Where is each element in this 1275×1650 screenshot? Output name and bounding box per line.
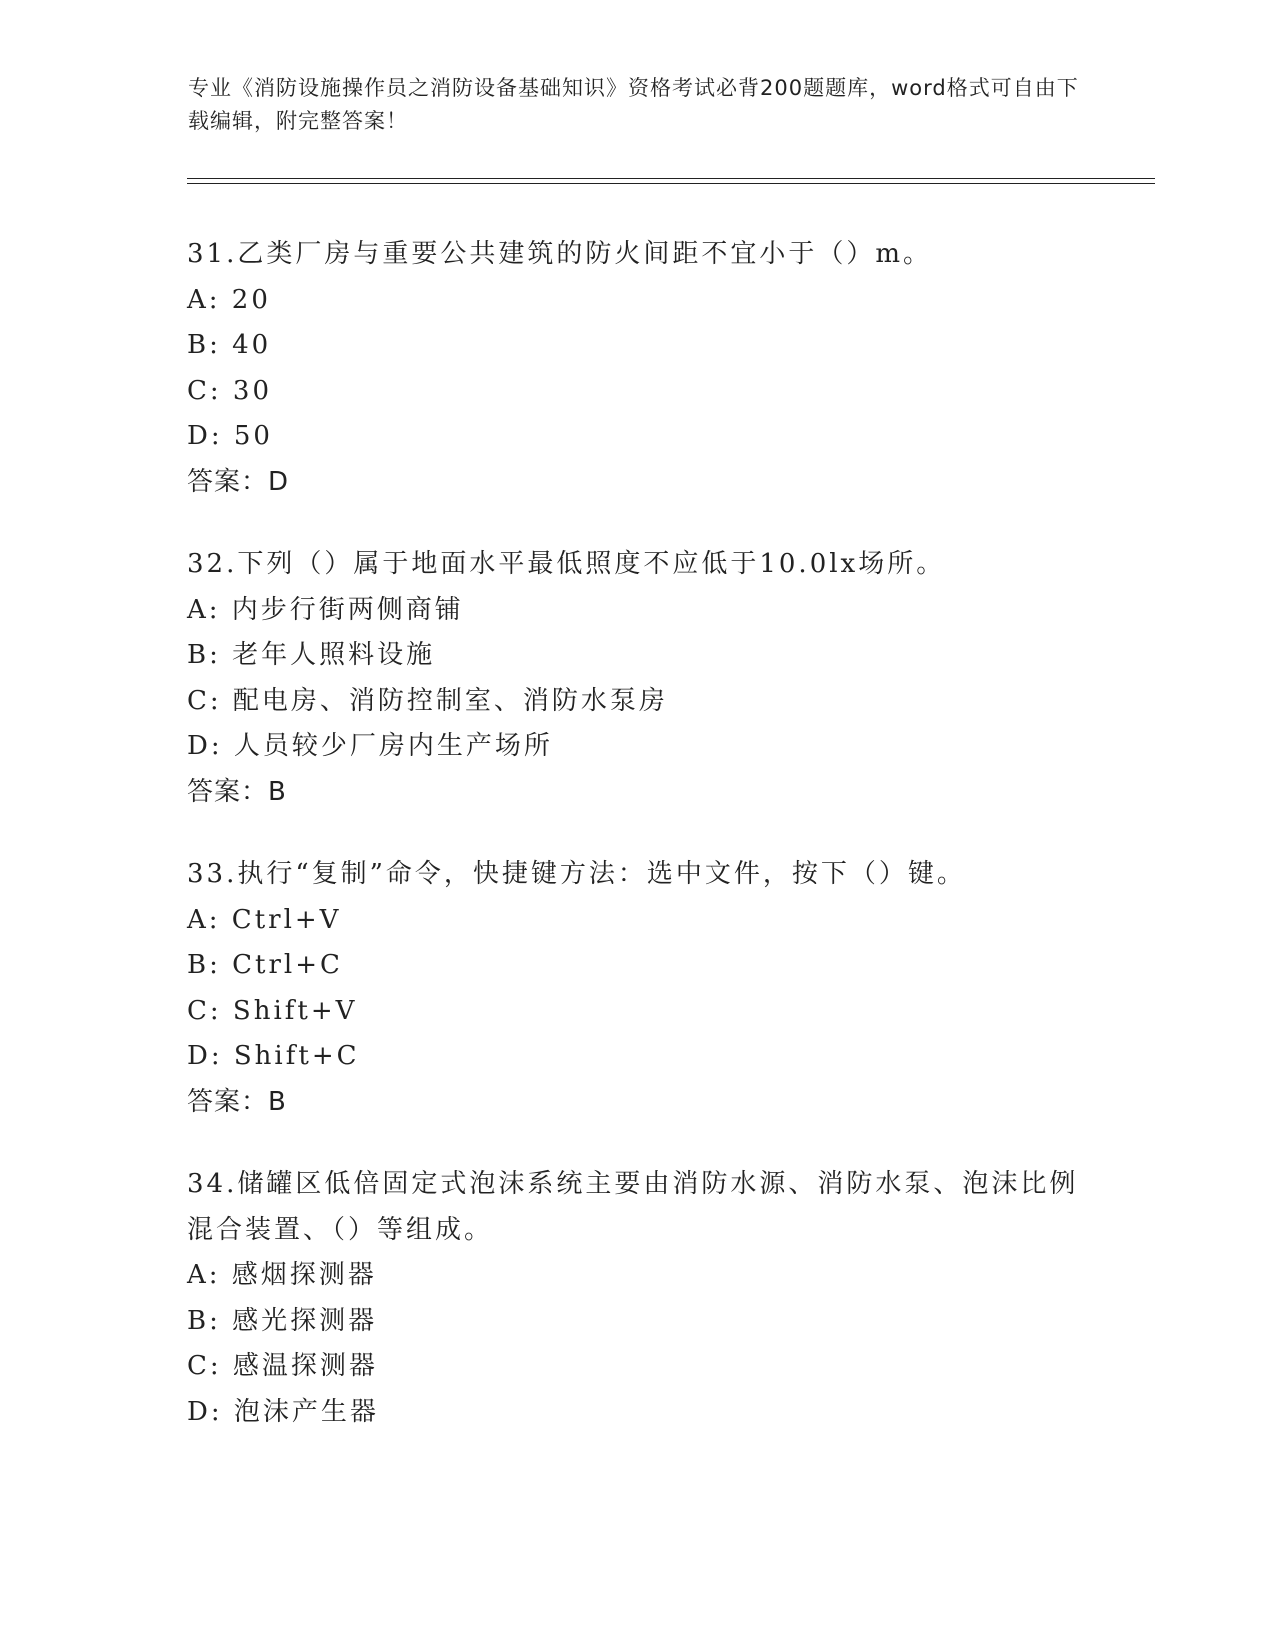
option-d: D: 50	[187, 421, 273, 451]
option-a: A: 20	[187, 284, 271, 315]
document-header: 专业《消防设施操作员之消防设备基础知识》资格考试必背200题题库，word格式可自由下载编辑，附完整答案！	[188, 76, 1079, 133]
answer-line: 答案：B	[187, 776, 287, 807]
question-32	[187, 542, 1087, 815]
header-rule-top	[187, 178, 1155, 179]
option-b: B: Ctrl+C	[187, 950, 343, 980]
question-33	[187, 852, 1087, 1125]
option-c: C: Shift+V	[187, 995, 358, 1026]
question-34	[187, 1162, 1087, 1435]
option-c: C: 30	[187, 375, 273, 406]
question-list	[187, 232, 1087, 1472]
option-b: B: 40	[187, 330, 272, 360]
question-stem: 33.执行“复制”命令，快捷键方法：选中文件，按下（）键。	[187, 859, 966, 889]
option-a: A: 内步行街两侧商铺	[187, 594, 464, 625]
question-31	[187, 232, 1087, 505]
option-b: B: 感光探测器	[187, 1305, 378, 1336]
option-a: A: Ctrl+V	[187, 904, 342, 935]
option-c: C: 配电房、消防控制室、消防水泵房	[187, 685, 668, 716]
option-a: A: 感烟探测器	[187, 1260, 377, 1290]
question-stem: 34.储罐区低倍固定式泡沫系统主要由消防水源、消防水泵、泡沫比例混合装置、（）等组成。	[187, 1169, 1079, 1245]
option-d: D: Shift+C	[187, 1041, 360, 1071]
answer-line: 答案：B	[187, 1086, 287, 1117]
option-d: D: 人员较少厂房内生产场所	[187, 731, 553, 761]
option-d: D: 泡沫产生器	[187, 1396, 379, 1427]
answer-line: 答案：D	[187, 466, 290, 497]
question-stem: 31.乙类厂房与重要公共建筑的防火间距不宜小于（）m。	[187, 239, 933, 269]
header-rule-bottom	[187, 183, 1155, 184]
option-b: B: 老年人照料设施	[187, 640, 436, 670]
option-c: C: 感温探测器	[187, 1351, 378, 1381]
question-stem: 32.下列（）属于地面水平最低照度不应低于10.0lx场所。	[187, 549, 946, 579]
